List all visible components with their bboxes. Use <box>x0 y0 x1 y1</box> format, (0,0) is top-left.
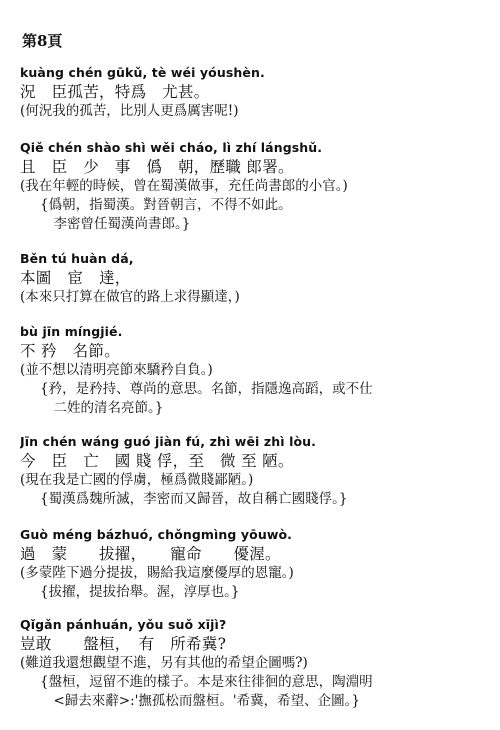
annotation-line: {蜀漢爲魏所滅，李密而又歸晉，故自稱亡國賤俘。} <box>40 491 348 507</box>
annotation-line: {拔擢，提拔抬舉。渥，淳厚也。} <box>40 584 240 600</box>
translation-line: (本來只打算在做官的路上求得顯達，) <box>20 289 240 305</box>
classical-text-line: 過 蒙 拔擢， 寵命 優渥。 <box>20 545 281 563</box>
passage-section <box>20 249 490 307</box>
translation-line: (難道我還想觀望不進，另有其他的希望企圖嗎?) <box>20 655 308 671</box>
classical-text-line: 本圖 宦 達， <box>20 269 131 287</box>
pinyin-line: Guò méng bázhuó, chǒngmìng yōuwò. <box>20 527 293 542</box>
classical-text-line: 且 臣 少 事 僞 朝，歷職 郎署。 <box>20 158 294 176</box>
pinyin-line: bù jīn míngjié. <box>20 324 123 339</box>
pinyin-line: Jīn chén wáng guó jiàn fú, zhì wēi zhì lòu. <box>20 434 316 449</box>
annotation-line: 李密曾任蜀漢尚書郎。} <box>40 216 191 232</box>
translation-line: (現在我是亡國的俘虜，極爲微賤鄙陋。) <box>20 472 254 488</box>
passage-section <box>20 432 490 509</box>
translation-line: (我在年輕的時候，曾在蜀漢做事，充任尚書郎的小官。) <box>20 178 348 194</box>
classical-text-line: 況 臣孤苦，特爲 尤甚。 <box>20 83 210 101</box>
classical-text-line: 不 矜 名節。 <box>20 342 121 360</box>
pinyin-line: Qǐgǎn pánhuán, yǒu suǒ xījì? <box>20 617 227 632</box>
translation-line: (何況我的孤苦，比別人更爲厲害呢!) <box>20 103 239 119</box>
pinyin-line: Běn tú huàn dá, <box>20 251 134 266</box>
classical-text-line: 豈敢 盤桓， 有 所希冀? <box>20 635 227 653</box>
translation-line: (多蒙陛下過分提拔，賜給我這麼優厚的恩寵。) <box>20 565 294 581</box>
pinyin-line: Qiě chén shào shì wěi cháo, lì zhí lángshǔ. <box>20 140 323 155</box>
annotation-line: <歸去來辭>:'撫孤松而盤桓。'希冀，希望、企圖。} <box>40 693 360 709</box>
translation-line: (並不想以清明亮節來驕矜自負。) <box>20 362 213 378</box>
passage-section <box>20 615 490 711</box>
annotation-line: {盤桓，逗留不進的樣子。本是來往徘徊的意思，陶淵明 <box>40 674 373 690</box>
page-number: 第8頁 <box>22 32 63 50</box>
annotation-line: {矜，是矜持、尊尚的意思。名節，指隱逸高蹈，或不仕 <box>40 381 373 397</box>
classical-text-line: 今 臣 亡 國 賤 俘，至 微 至 陋。 <box>20 452 294 470</box>
passage-section <box>20 525 490 602</box>
annotation-line: {僞朝，指蜀漢。對晉朝言，不得不如此。 <box>40 197 292 213</box>
passage-section <box>20 138 490 234</box>
passage-section <box>20 322 490 418</box>
pinyin-line: kuàng chén gūkǔ, tè wéi yóushèn. <box>20 65 265 80</box>
annotation-line: 二姓的清名亮節。} <box>40 400 164 416</box>
passage-section <box>20 63 490 121</box>
